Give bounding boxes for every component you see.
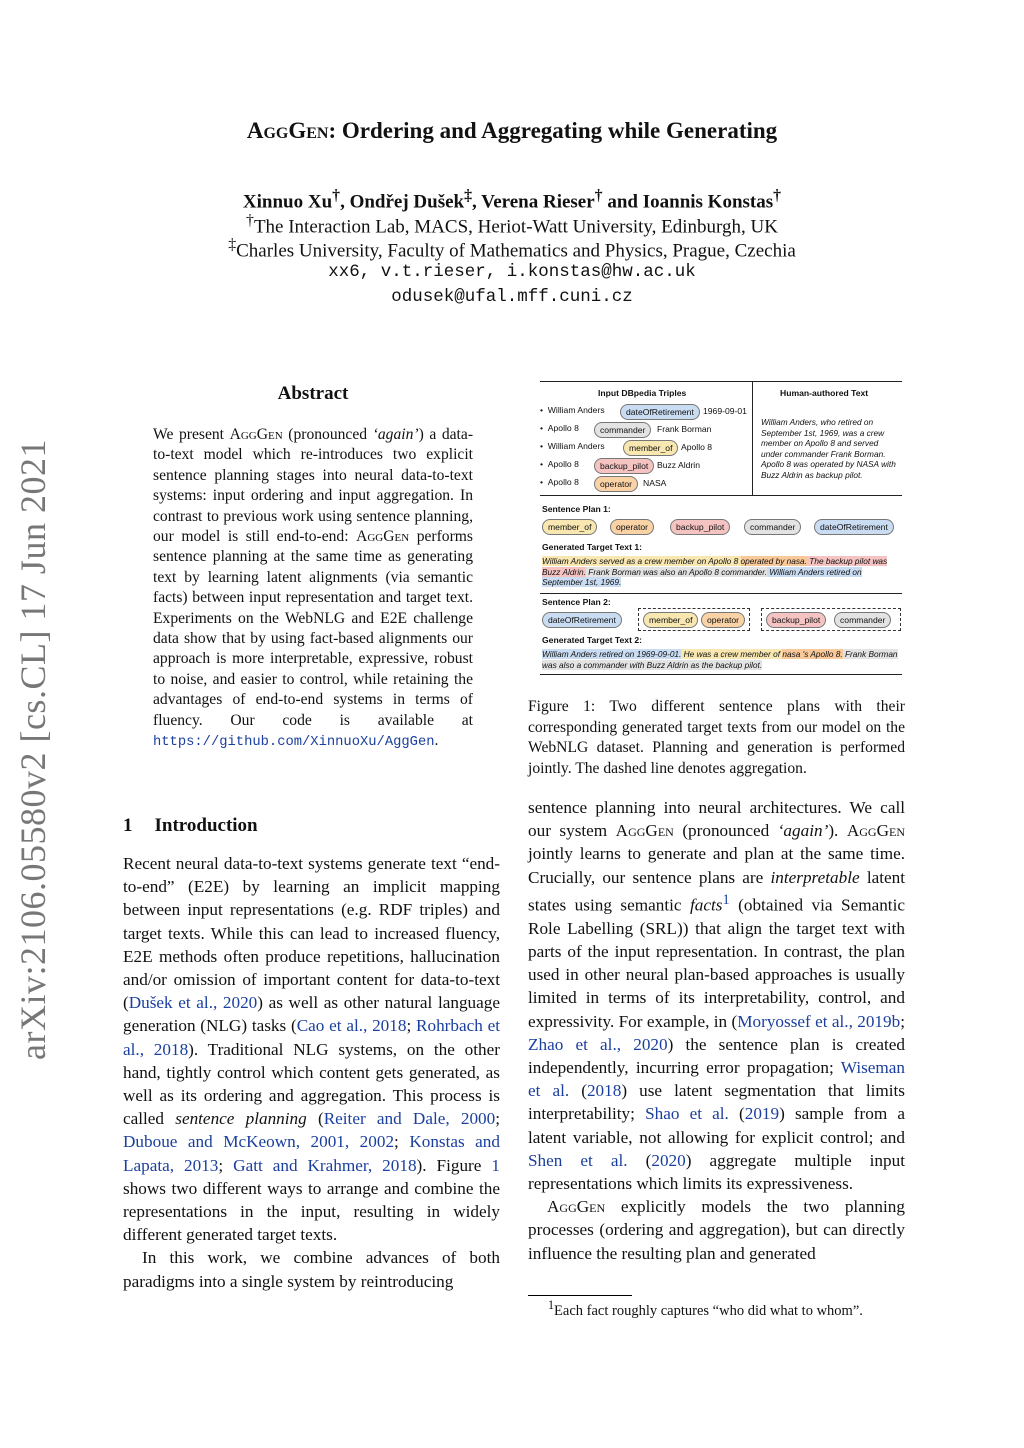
- affiliation-mark: †: [246, 212, 254, 229]
- citation-year-link[interactable]: 2019: [744, 1104, 780, 1124]
- paragraph: In this work, we combine advances of both paradigms into a single system by reintroducing: [123, 1248, 500, 1291]
- body-text: use latent segmentation that limits interpretability;: [528, 1081, 905, 1124]
- system-name: AggGen: [229, 426, 283, 443]
- body-text: sentence planning into neural architectures. We call our system: [528, 798, 905, 841]
- triple-subject: Apollo 8: [547, 459, 579, 469]
- body-text: aggregate multiple input representations which limits its expressiveness.: [528, 1150, 905, 1193]
- emphasis: facts: [690, 895, 723, 915]
- table-rule: [540, 674, 902, 675]
- body-text: ;: [495, 1109, 501, 1129]
- intro-column: [123, 852, 500, 1293]
- email-line-2[interactable]: odusek@ufal.mff.cuni.cz: [391, 287, 633, 307]
- text-segment: The backup pilot was Buzz Aldrin.: [542, 556, 888, 577]
- plan-pill: member_of: [643, 612, 698, 628]
- paper-title: [0, 118, 1024, 144]
- text-segment: He was a crew member of: [681, 649, 783, 659]
- text-segment: Frank Borman was also a commander with Buzz Aldrin as the backup pilot.: [542, 649, 898, 670]
- triple-row: • William Anders: [540, 441, 605, 451]
- triple-predicate: dateOfRetirement: [620, 404, 700, 420]
- triple-subject: Apollo 8: [547, 477, 579, 487]
- body-text: ). Traditional NLG systems, on the other hand, tightly control which content gets generated, as well as its ordering and aggregation. This process is called: [123, 1039, 500, 1129]
- plan-pill: backup_pilot: [766, 612, 826, 628]
- plan-pill: member_of: [542, 519, 597, 535]
- body-text: ;: [394, 1132, 410, 1152]
- abstract-text: .: [434, 732, 439, 750]
- generated-text-1-label: Generated Target Text 1:: [542, 542, 642, 552]
- text-segment: William Anders retired on September 1st, 1969.: [542, 566, 862, 588]
- human-text-header: Human-authored Text: [780, 388, 869, 398]
- figure-1: [540, 381, 902, 679]
- body-text: (obtained via Semantic Role Labelling (SRL)) that align the target text with parts of the input representation. In contrast, the plan used in other neural plan-based approaches is usually limited in terms of its interpretability, control, and expressivity. For example, in (: [528, 895, 905, 1031]
- section-heading: [123, 815, 258, 837]
- emphasis: interpretable: [770, 867, 860, 887]
- citation-link[interactable]: Duboue and McKeown, 2001, 2002: [123, 1132, 395, 1152]
- body-text: ) as well as other natural language generation (NLG) tasks (: [123, 993, 500, 1036]
- author-name: Ondřej Dušek: [349, 191, 465, 213]
- plan-1-label: Sentence Plan 1:: [542, 504, 611, 514]
- author-sep: and: [602, 191, 643, 213]
- author-mark: †: [594, 187, 603, 204]
- triple-row: • Apollo 8: [540, 477, 579, 487]
- system-name: AggGen: [547, 1197, 606, 1217]
- triples-header: Input DBpedia Triples: [598, 388, 687, 398]
- body-text: ;: [218, 1155, 234, 1175]
- body-text: ) the sentence plan is created independently, incurring error propagation;: [528, 1034, 905, 1077]
- footnote-ref-link[interactable]: 1: [722, 891, 730, 908]
- pronunciation: ‘again’: [777, 821, 829, 841]
- email-line-1[interactable]: xx6, v.t.rieser, i.konstas@hw.ac.uk: [328, 262, 696, 282]
- body-text: shows two different ways to arrange and combine the representations in the input, resulting in widely different generated target texts.: [123, 1178, 500, 1245]
- triple-predicate: operator: [594, 476, 638, 492]
- citation-link[interactable]: Reiter and Dale, 2000: [323, 1109, 496, 1129]
- affiliation-text: The Interaction Lab, MACS, Heriot-Watt University, Edinburgh, UK: [253, 216, 778, 238]
- triple-row: • Apollo 8: [540, 459, 579, 469]
- body-text: jointly learns to generate and plan at the same time. Crucially, our sentence plans are: [528, 844, 905, 887]
- body-text: ;: [900, 1011, 905, 1031]
- citation-link[interactable]: Zhao et al., 2020: [528, 1034, 668, 1054]
- author-mark: ‡: [464, 187, 473, 204]
- author-name: Ioannis Konstas: [642, 191, 774, 213]
- plan-pill: backup_pilot: [670, 519, 730, 535]
- generated-text-2-label: Generated Target Text 2:: [542, 635, 642, 645]
- affiliation-2: [0, 236, 1024, 262]
- author-sep: ,: [472, 191, 482, 213]
- triple-predicate: backup_pilot: [594, 458, 654, 474]
- body-text: ;: [406, 1016, 417, 1036]
- citation-link[interactable]: Rohrbach et al., 2018: [123, 1016, 501, 1059]
- plan-2-label: Sentence Plan 2:: [542, 597, 611, 607]
- triple-subject: William Anders: [547, 405, 605, 415]
- triple-row: • William Anders: [540, 405, 605, 415]
- author-sep: ,: [340, 191, 350, 213]
- abstract-text: (pronounced: [282, 426, 373, 443]
- affiliation-text: Charles University, Faculty of Mathematics and Physics, Prague, Czechia: [236, 240, 796, 262]
- citation-year-link[interactable]: 2018: [586, 1081, 622, 1101]
- plan-pill: commander: [834, 612, 891, 628]
- code-url-link[interactable]: https://github.com/XinnuoXu/AggGen: [153, 735, 435, 751]
- abstract-text: We present: [153, 426, 230, 443]
- citation-link[interactable]: Shao et al.: [645, 1104, 729, 1124]
- triple-object: 1969-09-01: [703, 406, 747, 416]
- text-segment: operated by nasa.: [740, 556, 807, 566]
- human-authored-text: William Anders, who retired on September 1st, 1969, was a crew member on Apollo 8 and served under commander Frank Borman. Apollo 8 was operated by NASA with Buzz Aldrin as backup pilot.: [761, 417, 896, 480]
- affiliation-mark: ‡: [228, 236, 237, 253]
- paragraph: sentence planning into neural architectures. We call our system AggGen (pronounced ‘again’). AggGen jointly learns to generate and plan at the same time. Crucially, our sentence plans are interpretable latent states using semantic facts$^1$ (obtained via Semantic Role Labelling (SRL)) that align the target text with parts of the input representation. In contrast, the plan used in other neural plan-based approaches is usually limited in terms of its interpretability, control, and expressivity. For example, in (Moryossef et al., 2019b; Zhao et al., 2020) the sentence plan is created independently, incurring error propagation; Wiseman et al. (2018) use latent segmentation that limits interpretability; Shao et al. (2019) sample from a latent variable, not allowing for explicit control; and Shen et al. (2020) aggregate multiple input representations which limits its expressiveness.: [528, 798, 905, 1193]
- abstract-text: ) a data-to-text model which re-introduces two explicit sentence planning stages into neural data-to-text systems: input ordering and input aggregation. In contrast to previous work using sentence planning, our model is still end-to-end:: [153, 426, 474, 546]
- citation-link[interactable]: Cao et al., 2018: [296, 1016, 407, 1036]
- plan-pill: operator: [610, 519, 654, 535]
- author-name: Xinnuo Xu: [242, 191, 333, 213]
- body-text: Recent neural data-to-text systems generate text “end-to-end” (E2E) by learning an implicit mapping between input representations (e.g. RDF triples) and target texts. While this can lead to increased fluency, E2E methods often produce repetitions, hallucination and/or omission of important content for data-to-text (: [123, 854, 500, 1013]
- section-number: 1: [123, 815, 133, 836]
- body-text: sample from a latent variable, not allowing for explicit control; and: [528, 1104, 905, 1147]
- system-name: AggGen: [356, 528, 410, 546]
- citation-year-link[interactable]: 2020: [651, 1150, 686, 1170]
- body-text: explicitly models the two planning processes (ordering and aggregation), but can directly influence the resulting plan and generated: [528, 1197, 905, 1263]
- citation-link[interactable]: Dušek et al., 2020: [128, 993, 258, 1013]
- author-mark: †: [332, 187, 341, 204]
- figure-caption: Figure 1: Two different sentence plans with their corresponding generated target texts from our model on the WebNLG dataset. Planning and generation is performed jointly. The dashed line denotes aggregation.: [528, 698, 905, 777]
- system-name: AggGen: [846, 821, 905, 841]
- citation-link[interactable]: Konstas and Lapata, 2013: [123, 1132, 500, 1175]
- citation-link[interactable]: Gatt and Krahmer, 2018: [233, 1155, 417, 1175]
- pronunciation: ‘again’: [372, 426, 419, 443]
- author-list: [0, 187, 1024, 213]
- citation-link[interactable]: Shen et al.: [528, 1150, 628, 1170]
- right-column: [528, 796, 905, 1265]
- triple-object: NASA: [643, 478, 667, 488]
- system-name: AggGen: [615, 821, 674, 841]
- text-segment: William Anders served as a crew member on Apollo 8: [542, 556, 741, 566]
- triple-object: Frank Borman: [657, 424, 712, 434]
- abstract-body: [153, 425, 473, 754]
- body-text: (pronounced: [673, 821, 778, 841]
- paragraph: [123, 852, 500, 1246]
- triple-row: • Apollo 8: [540, 423, 579, 433]
- abstract-heading: Abstract: [277, 383, 349, 404]
- figure-ref-link[interactable]: 1: [491, 1155, 500, 1175]
- emphasis: sentence planning: [175, 1109, 307, 1129]
- footnote-mark: 1: [548, 1298, 555, 1312]
- plan-pill: commander: [744, 519, 801, 535]
- author-mark: †: [773, 187, 782, 204]
- text-segment: William Anders retired on 1969-09-01.: [542, 649, 682, 659]
- triple-object: Apollo 8: [681, 442, 713, 452]
- plan-pill: dateOfRetirement: [814, 519, 894, 535]
- footnote-text: Each fact roughly captures “who did what to whom”.: [554, 1302, 863, 1319]
- plan-pill: operator: [701, 612, 745, 628]
- body-text: ). Figure: [416, 1155, 492, 1175]
- generated-text-1: [542, 556, 900, 588]
- section-rule: [540, 593, 902, 594]
- citation-link[interactable]: Wiseman et al.: [528, 1057, 905, 1101]
- abstract-text: performs sentence planning at the same time as generating text by learning latent alignments (via semantic facts) between input representation and target text. Experiments on the WebNLG and E2E challenge data show that by using fact-based alignments our approach is more interpretable, expressive, robust to noise, and easier to control, while retaining the advantages of end-to-end systems in terms of fluency. Our code is available at: [153, 528, 473, 729]
- arxiv-stamp: arXiv:2106.05580v2 [cs.CL] 17 Jun 2021: [13, 439, 53, 1060]
- affiliation-1: [0, 212, 1024, 238]
- triple-subject: William Anders: [547, 441, 605, 451]
- table-divider: [752, 381, 753, 495]
- text-segment: nasa 's Apollo 8.: [782, 649, 843, 659]
- title-rest: : Ordering and Aggregating while Generating: [328, 118, 778, 143]
- triple-predicate: commander: [594, 422, 651, 438]
- table-rule: [540, 495, 902, 496]
- body-text: latent states using semantic: [528, 867, 905, 915]
- triple-subject: Apollo 8: [547, 423, 579, 433]
- author-name: Verena Rieser: [481, 191, 595, 213]
- footnote-rule: [528, 1295, 632, 1296]
- footnote: [548, 1298, 863, 1320]
- body-text: (: [306, 1109, 324, 1129]
- triple-object: Buzz Aldrin: [657, 460, 700, 470]
- section-title: Introduction: [154, 815, 258, 836]
- citation-link[interactable]: Moryossef et al., 2019b: [737, 1011, 901, 1031]
- text-segment: Frank Borman was also an Apollo 8 commander.: [585, 566, 768, 577]
- generated-text-2: [542, 649, 900, 670]
- plan-pill: dateOfRetirement: [542, 612, 622, 628]
- triple-predicate: member_of: [623, 440, 678, 456]
- body-text: ).: [828, 821, 847, 841]
- title-system-name: AggGen: [246, 118, 329, 143]
- paragraph: [528, 1195, 905, 1265]
- table-rule: [540, 381, 902, 382]
